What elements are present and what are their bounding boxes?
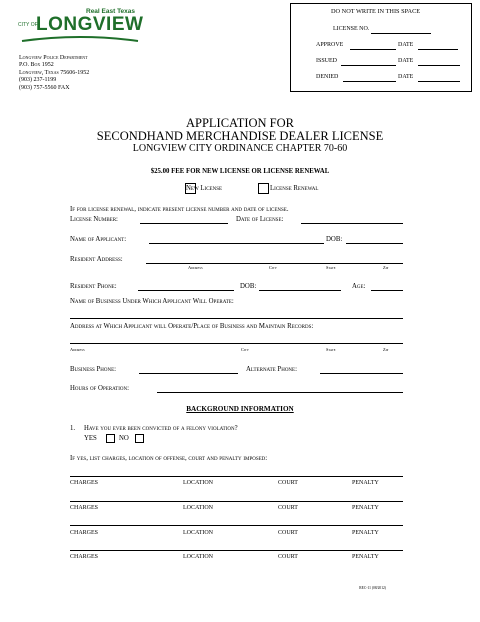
business-name-label: Name of Business Under Which Applicant Will Operate: xyxy=(70,298,234,305)
fee-notice: $25.00 FEE FOR NEW LICENSE OR LICENSE RENEWAL xyxy=(150,168,330,175)
resident-address-label: Resident Address: xyxy=(70,256,123,263)
business-address-label: Address at Which Applicant will Operate/Place of Business and Maintain Records: xyxy=(70,323,314,330)
state-sublabel: State xyxy=(326,265,336,270)
resident-address-field[interactable] xyxy=(146,263,403,264)
yes-checkbox[interactable] xyxy=(106,434,115,443)
license-renewal-label: License Renewal xyxy=(270,185,319,192)
age-field[interactable] xyxy=(371,290,403,291)
denied-label: DENIED xyxy=(316,74,339,80)
address-sublabel: Address xyxy=(188,265,203,270)
charges-row-line[interactable] xyxy=(70,550,403,551)
city-sublabel: City xyxy=(269,265,277,270)
no-checkbox[interactable] xyxy=(135,434,144,443)
court-col: COURT xyxy=(278,554,298,560)
approve-date-line[interactable] xyxy=(418,49,458,50)
dept-line: Longview Police Department xyxy=(19,55,88,61)
charges-col: CHARGES xyxy=(70,505,99,511)
business-name-field[interactable] xyxy=(70,318,403,319)
official-heading: DO NOT WRITE IN THIS SPACE xyxy=(331,8,421,15)
charges-col: CHARGES xyxy=(70,480,99,486)
dept-line: Longview, Texas 75606-1952 xyxy=(19,69,90,76)
court-col: COURT xyxy=(278,480,298,486)
question-number: 1. xyxy=(70,425,76,432)
license-renewal-checkbox[interactable] xyxy=(258,183,269,194)
dob2-field[interactable] xyxy=(259,290,341,291)
dept-line: (903) 237-1199 xyxy=(19,77,57,84)
no-label: NO xyxy=(119,435,129,442)
yes-label: YES xyxy=(84,435,97,442)
license-no-line[interactable] xyxy=(371,33,431,34)
bus-address-sublabel: Address xyxy=(70,347,85,352)
license-number-label: License Number: xyxy=(70,216,118,223)
charges-row-line[interactable] xyxy=(70,525,403,526)
applicant-name-label: Name of Applicant: xyxy=(70,236,127,243)
new-license-label: New License xyxy=(186,185,223,192)
bus-zip-sublabel: Zip xyxy=(383,347,389,352)
approve-line[interactable] xyxy=(350,49,396,50)
dob-field[interactable] xyxy=(346,243,403,244)
dept-line: P.O. Box 1952 xyxy=(19,62,54,69)
renewal-instruction: If for license renewal, indicate present license number and date of license. xyxy=(70,206,289,213)
license-no-label: LICENSE NO. xyxy=(333,26,370,32)
business-phone-label: Business Phone: xyxy=(70,366,117,373)
court-col: COURT xyxy=(278,530,298,536)
court-col: COURT xyxy=(278,505,298,511)
issued-date-label: DATE xyxy=(398,58,414,64)
business-phone-field[interactable] xyxy=(139,373,238,374)
form-code: REC-11 (08/2012) xyxy=(359,586,386,590)
hours-label: Hours of Operation: xyxy=(70,385,130,392)
bus-city-sublabel: City xyxy=(241,347,249,352)
location-col: LOCATION xyxy=(183,530,213,536)
charges-col: CHARGES xyxy=(70,554,99,560)
alternate-phone-field[interactable] xyxy=(320,373,403,374)
resident-phone-field[interactable] xyxy=(138,290,234,291)
form-title-line2: SECONDHAND MERCHANDISE DEALER LICENSE xyxy=(96,129,384,143)
dept-line: (903) 757-5560 FAX xyxy=(19,84,70,91)
hours-field[interactable] xyxy=(157,392,403,393)
zip-sublabel: Zip xyxy=(383,265,389,270)
location-col: LOCATION xyxy=(183,554,213,560)
age-label: Age: xyxy=(352,283,366,290)
alternate-phone-label: Alternate Phone: xyxy=(246,366,297,373)
denied-line[interactable] xyxy=(343,81,396,82)
logo-tagline: Real East Texas xyxy=(86,8,136,15)
penalty-col: PENALTY xyxy=(352,554,379,560)
denied-date-label: DATE xyxy=(398,74,414,80)
approve-label: APPROVE xyxy=(316,42,344,48)
location-col: LOCATION xyxy=(183,505,213,511)
dob-label: DOB: xyxy=(326,236,343,243)
location-col: LOCATION xyxy=(183,480,213,486)
background-heading: BACKGROUND INFORMATION xyxy=(186,405,294,413)
bus-state-sublabel: State xyxy=(326,347,336,352)
issued-line[interactable] xyxy=(341,65,396,66)
denied-date-line[interactable] xyxy=(418,81,460,82)
business-address-field[interactable] xyxy=(70,343,403,344)
logo-city-of: CITY OF xyxy=(18,22,38,28)
logo-swoosh-icon xyxy=(20,35,140,45)
charges-col: CHARGES xyxy=(70,530,99,536)
applicant-name-field[interactable] xyxy=(149,243,324,244)
charges-instruction: If yes, list charges, location of offense, court and penalty imposed: xyxy=(70,455,268,462)
official-use-box xyxy=(290,3,472,92)
penalty-col: PENALTY xyxy=(352,480,379,486)
city-logo xyxy=(18,8,143,48)
charges-row-line[interactable] xyxy=(70,501,403,502)
issued-label: ISSUED xyxy=(316,58,338,64)
form-title-line1: APPLICATION FOR xyxy=(185,116,294,130)
approve-date-label: DATE xyxy=(398,42,414,48)
logo-name: LONGVIEW xyxy=(36,14,144,35)
penalty-col: PENALTY xyxy=(352,530,379,536)
resident-phone-label: Resident Phone: xyxy=(70,283,117,290)
form-subtitle: LONGVIEW CITY ORDINANCE CHAPTER 70-60 xyxy=(132,143,348,154)
issued-date-line[interactable] xyxy=(418,65,460,66)
dob2-label: DOB: xyxy=(240,283,257,290)
date-of-license-label: Date of License: xyxy=(236,216,284,223)
felony-question: Have you ever been convicted of a felony violation? xyxy=(84,425,238,432)
department-info xyxy=(19,55,89,92)
charges-row-line[interactable] xyxy=(70,476,403,477)
license-number-field[interactable] xyxy=(140,223,228,224)
penalty-col: PENALTY xyxy=(352,505,379,511)
date-of-license-field[interactable] xyxy=(301,223,403,224)
